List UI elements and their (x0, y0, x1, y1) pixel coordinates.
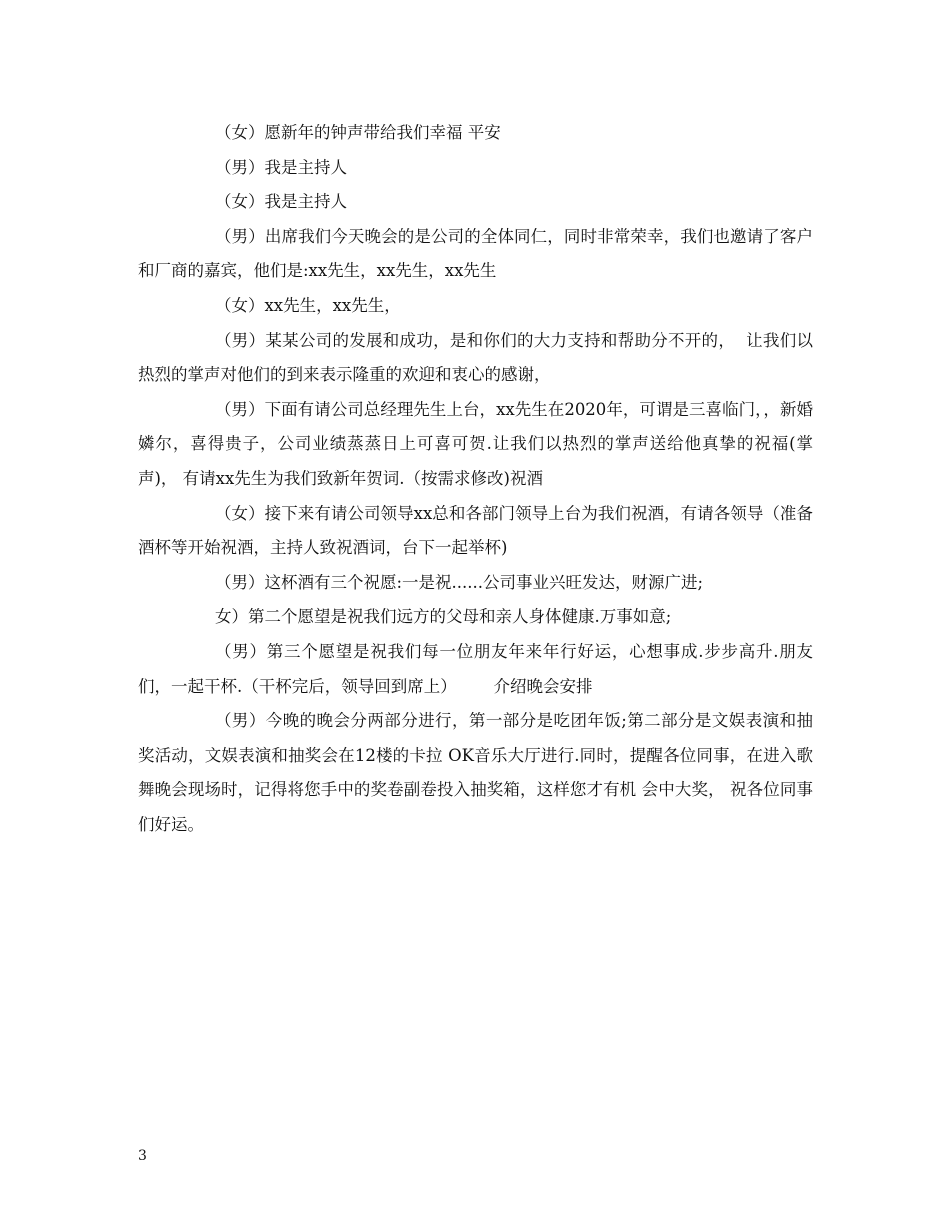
paragraph: （男）今晚的晚会分两部分进行，第一部分是吃团年饭;第二部分是文娱表演和抽奖活动，文娱表演和抽奖会在12楼的卡拉 OK音乐大厅进行.同时，提醒各位同事，在进入歌舞晚会现场时，记得将您手中的奖卷副卷投入抽奖箱，这样您才有机 会中大奖， 祝各位同事们好运。 (138, 711, 813, 834)
paragraph: （女）我是主持人 (215, 192, 347, 212)
paragraph: （男）下面有请公司总经理先生上台，xx先生在2020年，可谓是三喜临门，，新婚嫾尔，喜得贵子，公司业绩蒸蒸日上可喜可贺.让我们以热烈的掌声送给他真挚的祝福(掌声)， 有请xx先生为我们致新年贺词.（按需求修改)祝酒 (138, 399, 813, 488)
paragraph: （男）出席我们今天晚会的是公司的全体同仁，同时非常荣幸，我们也邀请了客户和厂商的嘉宾，他们是:xx先生，xx先生，xx先生 (138, 226, 813, 281)
paragraph: （女）愿新年的钟声带给我们幸福 平安 (215, 123, 501, 142)
paragraph: 女）第二个愿望是祝我们远方的父母和亲人身体健康.万事如意; (215, 607, 672, 627)
paragraph: （男）我是主持人 (215, 157, 347, 177)
document-body (138, 116, 813, 842)
page-number: 3 (138, 1148, 147, 1164)
paragraph: （男）这杯酒有三个祝愿:一是祝......公司事业兴旺发达，财源广进; (215, 572, 704, 592)
paragraph: （女）xx先生，xx先生， (215, 295, 401, 315)
paragraph: （男）第三个愿望是祝我们每一位朋友年来年行好运，心想事成.步步高升.朋友们，一起干杯.（干杯完后，领导回到席上） 介绍晚会安排 (138, 641, 813, 696)
paragraph: （女）接下来有请公司领导xx总和各部门领导上台为我们祝酒，有请各领导（准备酒杯等开始祝酒，主持人致祝酒词，台下一起举杯) (138, 503, 813, 558)
paragraph: （男）某某公司的发展和成功，是和你们的大力支持和帮助分不开的， 让我们以热烈的掌声对他们的到来表示隆重的欢迎和衷心的感谢， (138, 330, 813, 385)
